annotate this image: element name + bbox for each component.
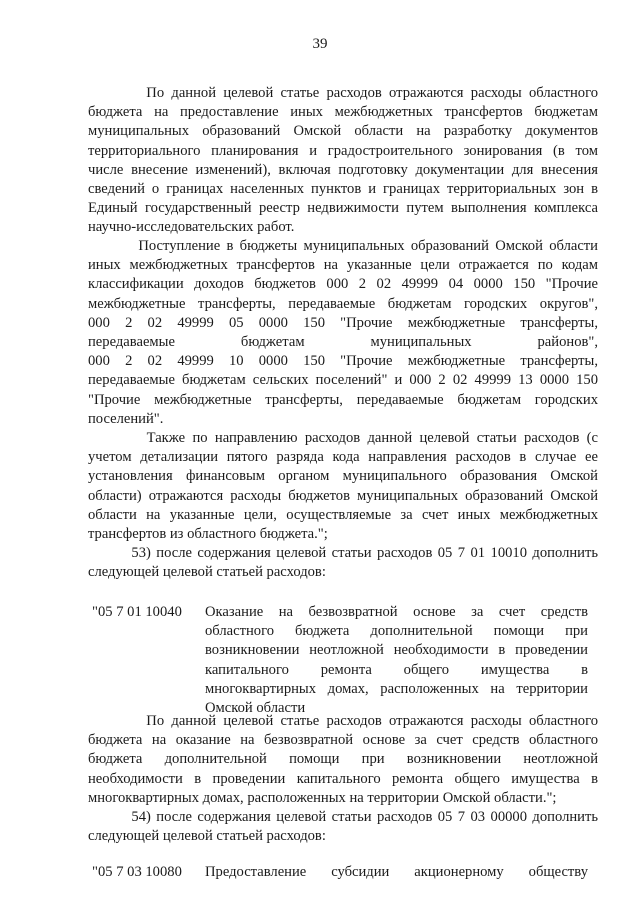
text-line: поселений".: [88, 410, 164, 427]
text-line: муниципальных образований Омской области на разработку документов: [88, 123, 598, 140]
text-line: бюджета на оказание на безвозвратной основе за счет средств областного: [88, 732, 598, 749]
text-line: Также по направлению расходов данной целевой статьи расходов (с: [88, 430, 598, 446]
text-line: учетом детализации пятого разряда кода направления расходов в случае ее: [88, 449, 598, 466]
text-line: Оказание на безвозвратной основе за счет средств: [205, 604, 588, 620]
text-line: бюджета на предоставление иных межбюджетных трансфертов бюджетам: [88, 104, 598, 121]
text-line: областного бюджета дополнительной помощи при: [205, 623, 588, 640]
budget-code: "05 7 01 10040: [92, 604, 182, 620]
text-line: следующей целевой статьей расходов:: [88, 564, 326, 581]
text-line: Омской области: [205, 699, 306, 716]
text-line: числе внесение изменений), включая подготовку документации для внесения: [88, 161, 598, 178]
text-line: 000 2 02 49999 10 0000 150 "Прочие межбюджетные трансферты,: [88, 353, 598, 370]
paragraph-2: [88, 237, 598, 429]
text-line: По данной целевой статье расходов отражаются расходы областного: [88, 85, 598, 101]
text-line: необходимости в проведении капитального ремонта общего имущества в: [88, 770, 598, 787]
text-line: следующей целевой статьей расходов:: [88, 828, 326, 845]
text-line: 53) после содержания целевой статьи расходов 05 7 01 10010 дополнить: [88, 545, 598, 561]
page-number: 39: [312, 36, 328, 52]
text-line: 000 2 02 49999 05 0000 150 "Прочие межбюджетные трансферты,: [88, 314, 598, 331]
text-line: классификации доходов бюджетов 000 2 02 49999 04 0000 150 "Прочие: [88, 276, 598, 293]
text-line: Поступление в бюджеты муниципальных образований Омской области: [88, 238, 598, 254]
text-line: По данной целевой статье расходов отражаются расходы областного: [88, 713, 598, 729]
budget-code: "05 7 03 10080: [92, 864, 182, 880]
budget-code-description: [205, 863, 588, 882]
text-line: возникновении неотложной необходимости в проведении: [205, 642, 588, 659]
text-line: области на указанные цели, осуществляемые за счет иных межбюджетных: [88, 506, 598, 523]
text-line: Предоставление субсидии акционерному обществу: [205, 864, 588, 880]
paragraph-6: [88, 808, 598, 846]
text-line: Единый государственный реестр недвижимости путем выполнения комплекса: [88, 200, 598, 217]
text-line: сведений о границах населенных пунктов и границах территориальных зон в: [88, 180, 598, 197]
text-line: научно-исследовательских работ.: [88, 219, 295, 236]
text-line: установления финансовым органом муниципального образования Омской: [88, 468, 598, 485]
text-line: области) отражаются расходы бюджетов муниципальных образований Омской: [88, 487, 598, 504]
text-line: трансфертов из областного бюджета.";: [88, 525, 328, 542]
text-line: 54) после содержания целевой статьи расходов 05 7 03 00000 дополнить: [88, 809, 598, 825]
text-line: "Прочие межбюджетные трансферты, передаваемые бюджетам городских: [88, 391, 598, 408]
text-line: иных межбюджетных трансфертов на указанные цели отражается по кодам: [88, 257, 598, 274]
text-line: капитального ремонта общего имущества в: [205, 661, 588, 678]
text-line: многоквартирных домах, расположенных на территории: [205, 680, 588, 697]
paragraph-5: [88, 712, 598, 808]
text-line: передаваемые бюджетам сельских поселений" и 000 2 02 49999 13 0000 150: [88, 372, 598, 389]
text-line: межбюджетные трансферты, передаваемые бюджетам городских округов",: [88, 295, 598, 312]
text-line: бюджета дополнительной помощи при возникновении неотложной: [88, 751, 598, 768]
paragraph-3: [88, 429, 598, 544]
paragraph-4: [88, 544, 598, 582]
text-line: территориального планирования и градостроительного зонирования (в том: [88, 142, 598, 159]
budget-code-description: [205, 603, 588, 718]
text-line: передаваемые бюджетам муниципальных районов",: [88, 333, 598, 350]
paragraph-1: [88, 84, 598, 238]
text-line: многоквартирных домах, расположенных на территории Омской области.";: [88, 789, 557, 806]
